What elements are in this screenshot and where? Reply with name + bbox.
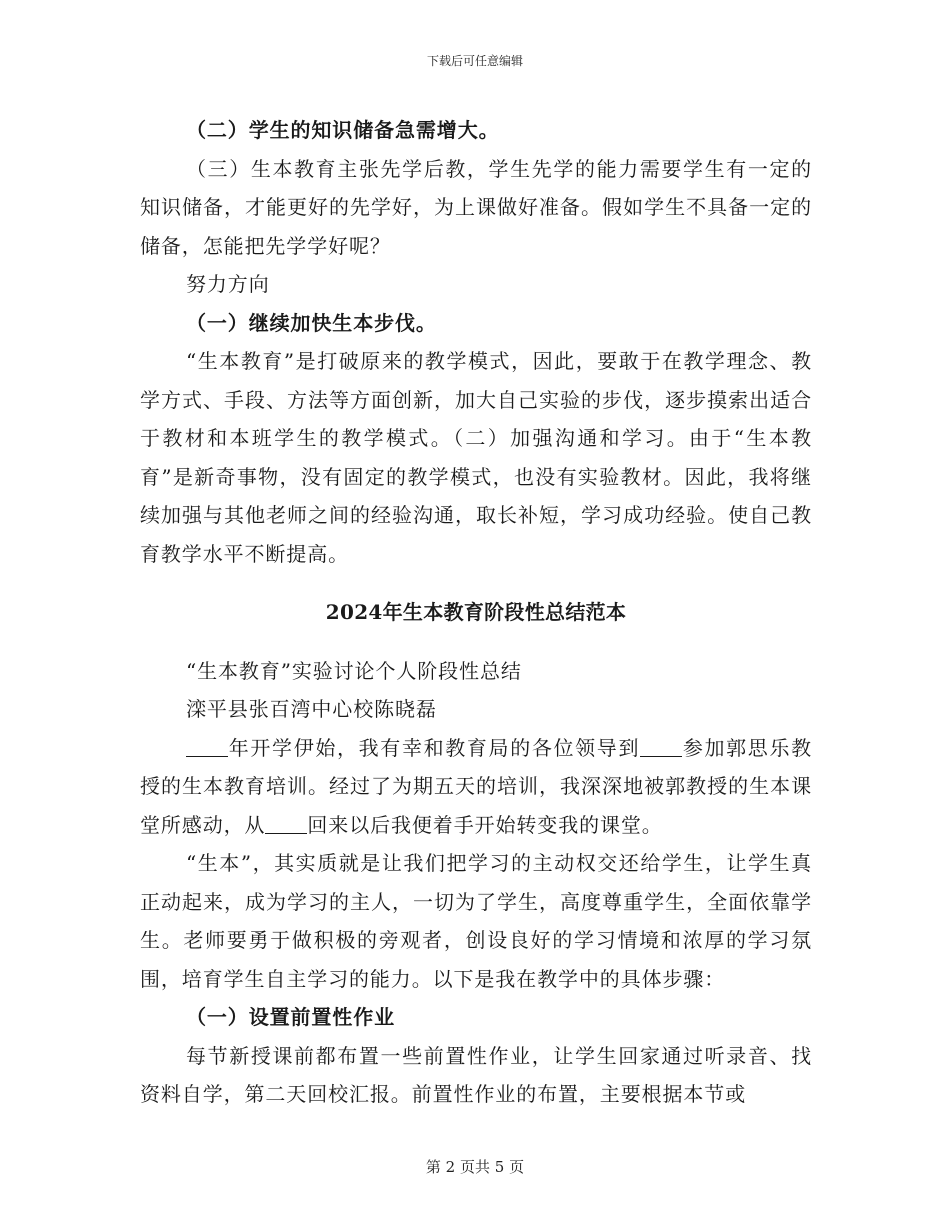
blank-line: [265, 815, 307, 834]
page-footer: 第 2 页共 5 页: [425, 1158, 525, 1176]
paragraph-preparatory-homework: 每节新授课前都布置一些前置性作业，让学生回家通过听录音、找资料自学，第二天回校汇报。前置性作业的布置，主要根据本节或: [140, 1043, 812, 1106]
document-body: [140, 111, 812, 1114]
heading-knowledge-reserve: （二）学生的知识储备急需增大。: [186, 118, 500, 142]
page-header: 下载后可任意编辑: [426, 54, 523, 68]
paragraph-intro: 年开学伊始，我有幸和教育局的各位领导到 参加郭思乐教授的生本教育培训。经过了为期五天的培训，我深深地被郭教授的生本课堂所感动，从 回来以后我便着手开始转变我的课堂。: [140, 735, 812, 837]
paragraph-shengben: “生本”，其实质就是让我们把学习的主动权交还给学生，让学生真正动起来，成为学习的主人，一切为了学生，高度尊重学生，全面依靠学生。老师要勇于做积极的旁观者，创设良好的学习情境和浓厚的学习氛围，培育学生自主学习的能力。以下是我在教学中的具体步骤：: [140, 851, 812, 991]
paragraph-teaching-mode: “生本教育”是打破原来的教学模式，因此，要敢于在教学理念、教学方式、手段、方法等方面创新，加大自己实验的步伐，逐步摸索出适合于教材和本班学生的教学模式。（二）加强沟通和学习。由于“生本教育”是新奇事物，没有固定的教学模式，也没有实验教材。因此，我将继续加强与其他老师之间的经验沟通，取长补短，学习成功经验。使自己教育教学水平不断提高。: [140, 349, 812, 566]
heading-preparatory-homework: （一）设置前置性作业: [186, 1005, 395, 1029]
subtitle: “生本教育”实验讨论个人阶段性总结: [186, 658, 522, 683]
author: 滦平县张百湾中心校陈晓磊: [186, 697, 437, 721]
document-title: 2024年生本教育阶段性总结范本: [325, 600, 627, 624]
blank-line: [186, 738, 228, 757]
heading-accelerate: （一）继续加快生本步伐。: [186, 310, 437, 335]
paragraph-learn-first: （三）生本教育主张先学后教，学生先学的能力需要学生有一定的知识储备，才能更好的先学好，为上课做好准备。假如学生不具备一定的储备，怎能把先学学好呢？: [140, 156, 812, 258]
heading-direction: 努力方向: [186, 272, 270, 296]
blank-line: [640, 738, 682, 757]
